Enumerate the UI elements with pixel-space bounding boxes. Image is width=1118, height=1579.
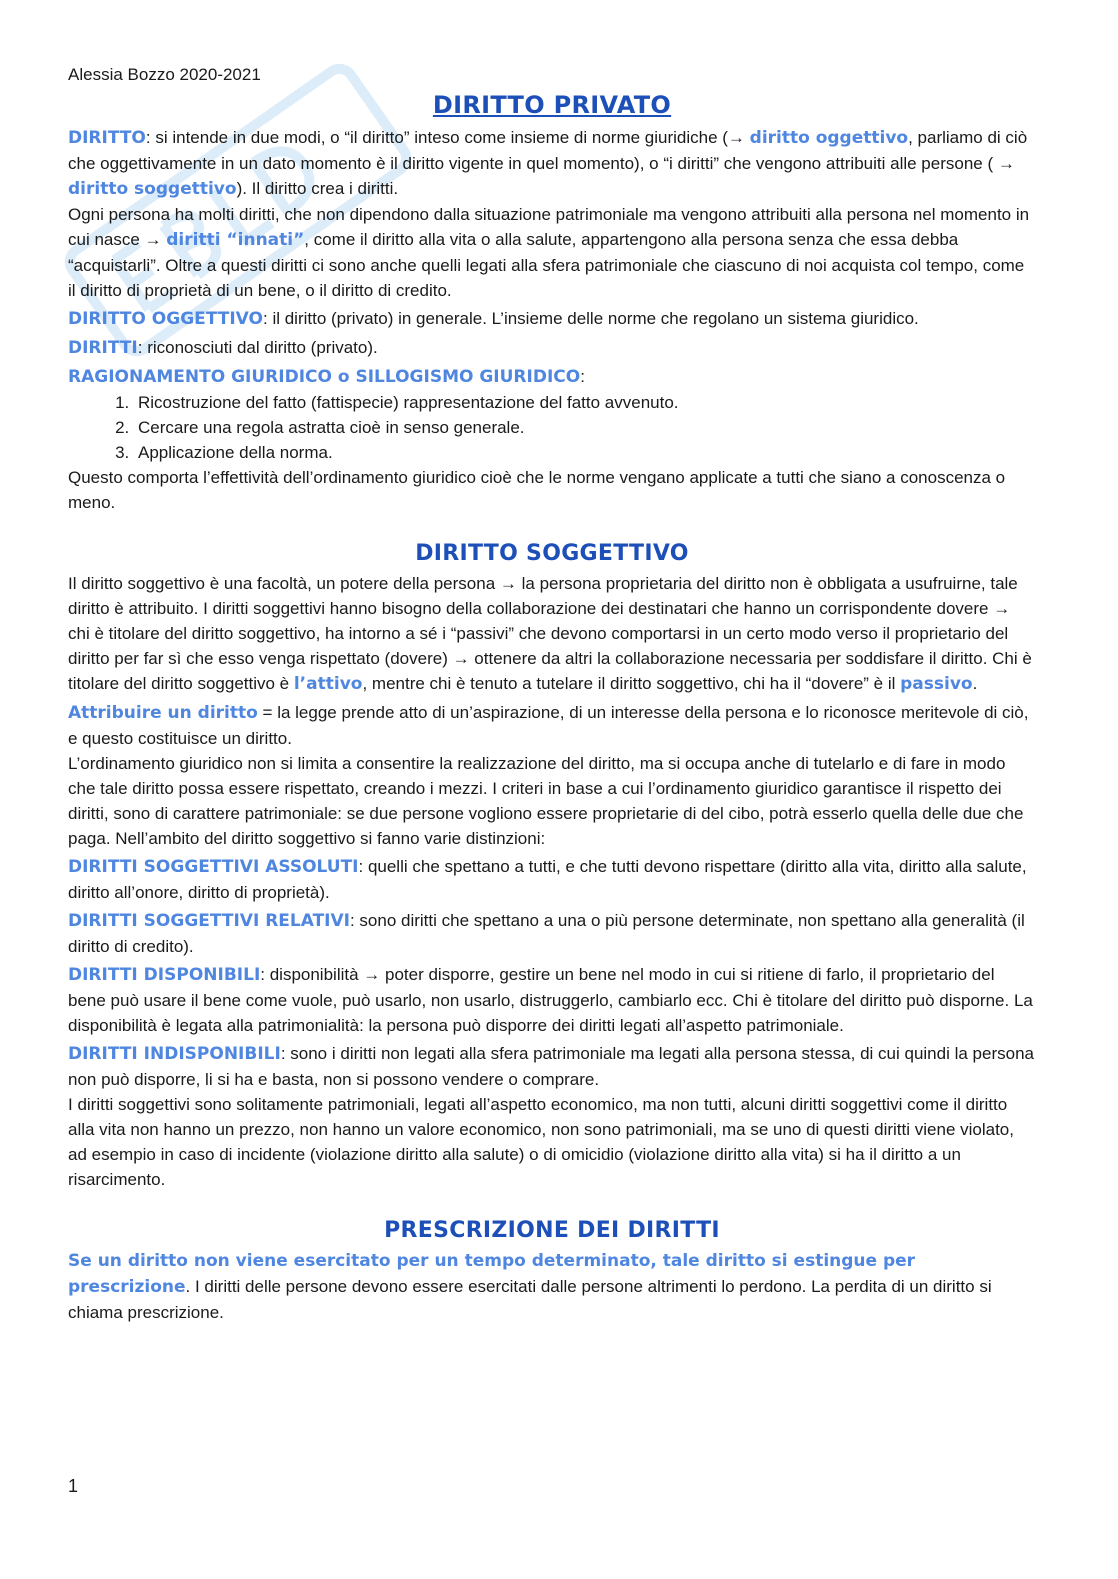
term-attribuire-diritto: Attribuire un diritto [68, 703, 258, 723]
innati-paragraph [68, 202, 1036, 303]
definition-diritto-oggettivo [68, 306, 1036, 332]
soggettivo-paragraph-2: L’ordinamento giuridico non si limita a consentire la realizzazione del diritto, ma si occupa anche di tutelarlo e di fare in modo che tale diritto possa essere rispettato, creando i mezzi. I criteri in base a cui l’ordinamento giuridico garantisce il rispetto dei diritti, sono di carattere patrimoniale: se due persone vogliono essere proprietarie di del cibo, potrà esserlo quella delle due che paga. Nell’ambito del diritto soggettivo si fanno varie distinzioni: [68, 754, 1024, 848]
term-diritti-relativi: DIRITTI SOGGETTIVI RELATIVI [68, 911, 350, 931]
term-diritti-assoluti: DIRITTI SOGGETTIVI ASSOLUTI [68, 857, 359, 877]
list-item: 3. Applicazione della norma. [134, 440, 1036, 465]
term-diritti: DIRITTI [68, 338, 138, 358]
paragraph-text: . [972, 674, 978, 693]
keyword-diritto-soggettivo: diritto soggettivo [68, 179, 237, 199]
definition-text: : riconosciuti dal diritto (privato). [137, 338, 378, 357]
page-title: DIRITTO PRIVATO [432, 91, 672, 119]
paragraph-text: Il diritto soggettivo è una facoltà, un potere della persona → la persona proprietaria del diritto non è obbligata a usufruirne, tale diritto è attribuito. I diritti soggettivi hanno bisogno della collaborazione dei destinatari che hanno un corrispondente dovere → chi è titolare del diritto soggettivo, ha intorno a sé i “passivi” che devono comportarsi in un certo modo verso il proprietario del diritto per far sì che esso venga rispettato (dovere) → ottenere da altri la collaborazione necessaria per soddisfare il diritto. Chi è titolare del diritto soggettivo è [68, 574, 1032, 693]
soggettivo-paragraph-3: I diritti soggettivi sono solitamente patrimoniali, legati all’aspetto economico, ma non tutti, alcuni diritti soggettivi come il diritto alla vita non hanno un prezzo, non hanno un valore economico, non sono patrimoniali, ma se uno di questi diritti viene violato, ad esempio in caso di incidente (violazione diritto alla salute) o di omicidio (violazione diritto alla vita) si ha il diritto a un risarcimento. [68, 1095, 1014, 1189]
term-diritti-disponibili: DIRITTI DISPONIBILI [68, 965, 261, 985]
document-page [68, 62, 1036, 1325]
definition-text: = la legge prende atto di un’aspirazione, di un interesse della persona e lo riconosce meritevole di ciò, e questo costituisce un diritto. [68, 703, 1029, 748]
paragraph-text: . I diritti delle persone devono essere esercitati dalle persone altrimenti lo perdono. La perdita di un diritto si chiama prescrizione. [68, 1277, 992, 1322]
innati-text-1: Ogni persona ha molti diritti, che non dipendono dalla situazione patrimoniale ma vengono attribuiti alla persona nel momento in cui nasce → [68, 205, 1030, 249]
keyword-attivo: l’attivo [293, 674, 363, 694]
term-diritto-oggettivo: DIRITTO OGGETTIVO [68, 309, 263, 329]
keyword-passivo: passivo [900, 674, 973, 694]
definition-text: : quelli che spettano a tutti, e che tutti devono rispettare (diritto alla vita, diritto alla salute, diritto all’onore, diritto di proprietà). [68, 857, 1027, 902]
definition-assoluti [68, 854, 1036, 905]
effettivita-paragraph: Questo comporta l’effettività dell’ordinamento giuridico cioè che le norme vengano applicate a tutti che siano a conoscenza o meno. [68, 468, 1006, 512]
list-item: 1. Ricostruzione del fatto (fattispecie) rappresentazione del fatto avvenuto. [134, 390, 1036, 415]
author-line: Alessia Bozzo 2020-2021 [68, 65, 261, 84]
definition-text: : sono i diritti non legati alla sfera patrimoniale ma legati alla persona stessa, di cui quindi la persona non può disporre, li si ha e basta, non si possono vendere o comprare. [68, 1044, 1034, 1089]
intro-text-2: , parliamo di ciò che oggettivamente in un dato momento è il diritto vigente in quel momento), o “i diritti” che vengono attribuiti alle persone ( → [68, 128, 1028, 173]
term-diritto: DIRITTO [68, 128, 146, 148]
definition-ragionamento [68, 364, 1036, 390]
steps-list [68, 390, 1036, 465]
soggettivo-paragraph-1 [68, 571, 1036, 697]
section-title-diritto-soggettivo: DIRITTO SOGGETTIVO [415, 541, 689, 566]
keyword-diritti-innati: diritti “innati” [166, 230, 305, 250]
keyword-diritto-oggettivo: diritto oggettivo [749, 128, 909, 148]
definition-text: : il diritto (privato) in generale. L’insieme delle norme che regolano un sistema giuridico. [263, 309, 919, 328]
list-item: 2. Cercare una regola astratta cioè in senso generale. [134, 415, 1036, 440]
definition-indisponibili [68, 1041, 1036, 1092]
definition-diritti [68, 335, 1036, 361]
definition-attribuire [68, 700, 1036, 751]
definition-relativi [68, 908, 1036, 959]
definition-text: : sono diritti che spettano a una o più persone determinate, non spettano alla generalità (il diritto di credito). [68, 911, 1025, 956]
intro-text-1: : si intende in due modi, o “il diritto” inteso come insieme di norme giuridiche (→ [145, 128, 750, 147]
term-diritti-indisponibili: DIRITTI INDISPONIBILI [68, 1044, 281, 1064]
definition-text: : [580, 367, 585, 386]
page-number: 1 [68, 1476, 79, 1496]
definition-disponibili [68, 962, 1036, 1038]
prescrizione-paragraph [68, 1248, 1036, 1325]
intro-text-3: ). Il diritto crea i diritti. [236, 179, 399, 198]
term-ragionamento-giuridico: RAGIONAMENTO GIURIDICO o SILLOGISMO GIURIDICO [68, 367, 581, 387]
intro-paragraph [68, 125, 1036, 202]
section-title-prescrizione: PRESCRIZIONE DEI DIRITTI [384, 1218, 720, 1243]
definition-text: : disponibilità → poter disporre, gestire un bene nel modo in cui si ritiene di farlo, il proprietario del bene può usare il bene come vuole, può usarlo, non usarlo, distruggerlo, cambiarlo ecc. Chi è titolare del diritto può disporne. La disponibilità è legata alla patrimonialità: la persona può disporre dei diritti legati all’aspetto patrimoniale. [68, 965, 1033, 1035]
innati-text-2: , come il diritto alla vita o alla salute, appartengono alla persona senza che essa debba “acquistarli”. Oltre a questi diritti ci sono anche quelli legati alla sfera patrimoniale che ciascuno di noi acquista col tempo, come il diritto di proprietà di un bene, o il diritto di credito. [68, 230, 1025, 300]
paragraph-text: , mentre chi è tenuto a tutelare il diritto soggettivo, chi ha il “dovere” è il [362, 674, 901, 693]
prescrizione-lead: Se un diritto non viene esercitato per un tempo determinato, tale diritto si estingue per prescrizione [68, 1251, 916, 1297]
